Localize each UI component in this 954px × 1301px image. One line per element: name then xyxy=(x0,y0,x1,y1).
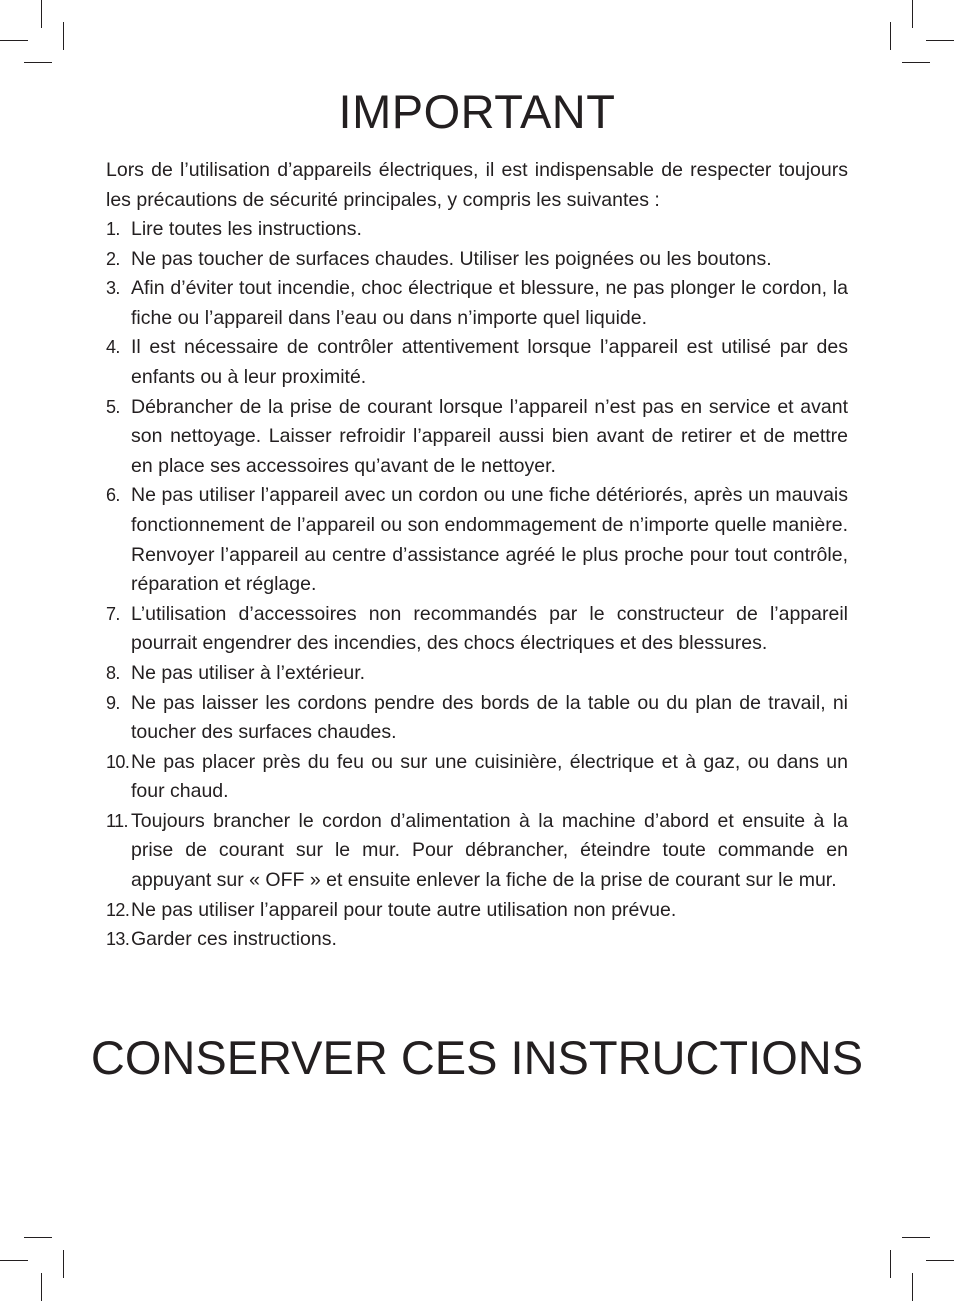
list-item xyxy=(106,748,848,807)
list-item xyxy=(106,215,848,245)
item-number: 1. xyxy=(106,219,120,239)
item-number: 7. xyxy=(106,603,120,624)
item-text: Il est nécessaire de contrôler attentivement lorsque l’appareil est utilisé par des enfants ou à leur proximité. xyxy=(131,336,848,388)
list-item xyxy=(106,481,848,599)
item-text: Ne pas toucher de surfaces chaudes. Utiliser les poignées ou les boutons. xyxy=(131,247,772,270)
crop-mark xyxy=(24,62,52,63)
item-text: Toujours brancher le cordon d’alimentation à la machine d’abord et ensuite à la prise de courant sur le mur. Pour débrancher, éteindre toute commande en appuyant sur « OFF » et ensuite enlever la fiche de la prise de courant sur le mur. xyxy=(131,809,848,892)
instruction-list xyxy=(106,215,848,955)
item-text: Ne pas placer près du feu ou sur une cuisinière, électrique et à gaz, ou dans un four chaud. xyxy=(131,750,848,803)
item-number: 2. xyxy=(106,248,120,269)
list-item xyxy=(106,333,848,392)
crop-mark xyxy=(24,1237,52,1238)
page-title: IMPORTANT xyxy=(338,85,616,138)
crop-mark xyxy=(912,1273,913,1301)
item-text: Lire toutes les instructions. xyxy=(131,218,362,240)
footer-heading: CONSERVER CES INSTRUCTIONS xyxy=(90,1031,864,1084)
item-text: Garder ces instructions. xyxy=(131,928,337,951)
list-item xyxy=(106,245,848,275)
item-text: Débrancher de la prise de courant lorsque l’appareil n’est pas en service et avant son nettoyage. Laisser refroidir l’appareil aussi bien avant de retirer et de mettre en place ses accessoires qu’avant de le nettoyer. xyxy=(131,395,848,477)
list-item xyxy=(106,659,848,689)
item-text: Ne pas utiliser l’appareil pour toute autre utilisation non prévue. xyxy=(131,898,677,921)
list-item xyxy=(106,925,848,955)
item-number: 12. xyxy=(106,899,130,920)
list-item xyxy=(106,896,848,926)
item-text: Ne pas utiliser à l’extérieur. xyxy=(131,661,366,684)
item-number: 10. xyxy=(106,751,130,772)
crop-mark xyxy=(0,1260,28,1261)
list-item xyxy=(106,274,848,333)
crop-mark xyxy=(926,40,954,41)
item-number: 11. xyxy=(106,810,128,831)
item-text: Afin d’éviter tout incendie, choc électrique et blessure, ne pas plonger le cordon, la fiche ou l’appareil dans l’eau ou dans n’importe quel liquide. xyxy=(131,277,848,329)
crop-mark xyxy=(902,62,930,63)
list-item xyxy=(106,807,848,896)
crop-mark xyxy=(63,1250,64,1278)
item-text: L’utilisation d’accessoires non recommandés par le constructeur de l’appareil pourrait engendrer des incendies, des chocs électriques et des blessures. xyxy=(131,602,848,655)
intro-paragraph: Lors de l’utilisation d’appareils électriques, il est indispensable de respecter toujours les précautions de sécurité principales, y compris les suivantes : xyxy=(106,159,848,211)
item-number: 8. xyxy=(106,662,120,683)
crop-mark xyxy=(41,1273,42,1301)
item-number: 4. xyxy=(106,337,120,358)
list-item xyxy=(106,393,848,482)
crop-mark xyxy=(63,22,64,50)
crop-mark xyxy=(912,0,913,28)
list-item xyxy=(106,600,848,659)
item-number: 5. xyxy=(106,396,120,417)
crop-mark xyxy=(926,1260,954,1261)
item-number: 3. xyxy=(106,278,120,299)
crop-mark xyxy=(890,1250,891,1278)
item-text: Ne pas utiliser l’appareil avec un cordon ou une fiche détériorés, après un mauvais fonctionnement de l’appareil ou son endommagement de n’importe quelle manière. Renvoyer l’appareil au centre d’assistance agréé le plus proche pour tout contrôle, réparation et réglage. xyxy=(131,484,848,596)
crop-mark xyxy=(41,0,42,28)
crop-mark xyxy=(902,1237,930,1238)
item-number: 9. xyxy=(106,692,120,713)
item-number: 13. xyxy=(106,929,130,950)
item-text: Ne pas laisser les cordons pendre des bords de la table ou du plan de travail, ni toucher des surfaces chaudes. xyxy=(131,691,848,744)
list-item xyxy=(106,689,848,748)
item-number: 6. xyxy=(106,485,120,506)
crop-mark xyxy=(890,22,891,50)
crop-mark xyxy=(0,40,28,41)
